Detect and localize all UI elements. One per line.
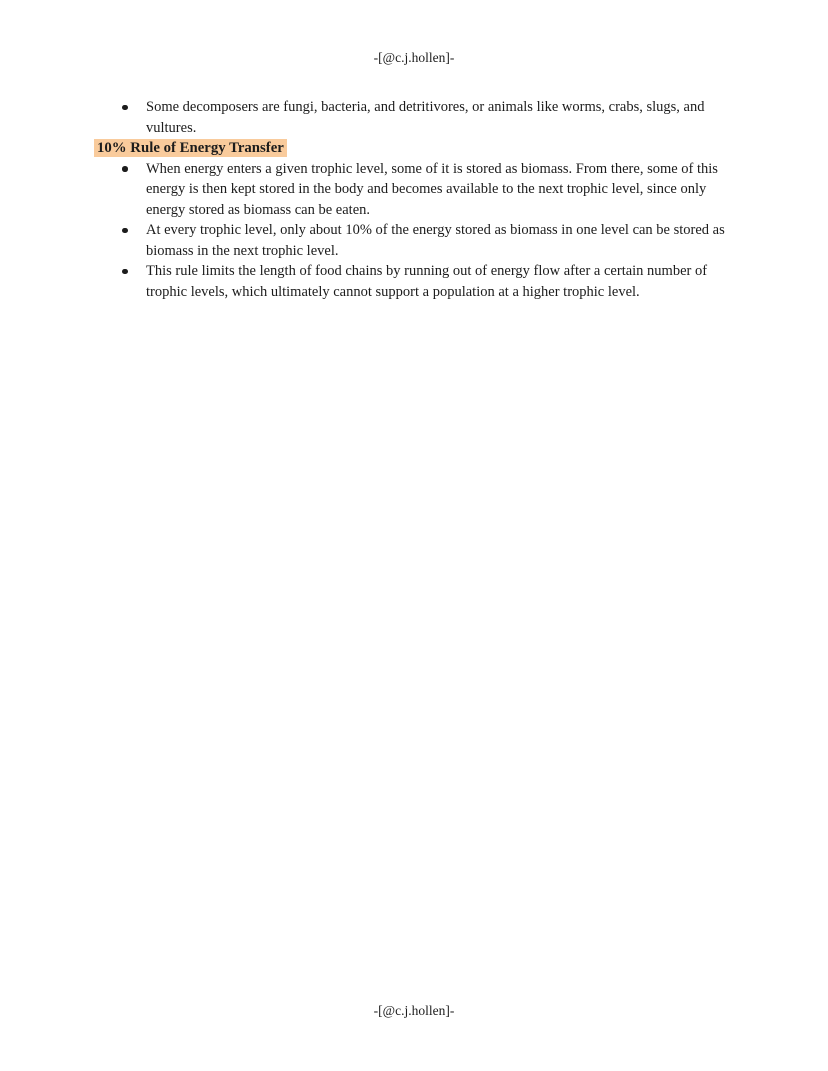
bullet-icon <box>122 105 128 111</box>
highlighted-heading-text: 10% Rule of Energy Transfer <box>94 139 287 157</box>
bullet-icon <box>122 228 128 234</box>
bullet-list-energy-rule <box>97 159 731 303</box>
page-header: -[@c.j.hollen]- <box>373 50 455 65</box>
bullet-icon <box>122 166 128 172</box>
bullet-icon <box>122 269 128 275</box>
list-item-text: When energy enters a given trophic level, some of it is stored as biomass. From there, some of this energy is then kept stored in the body and becomes available to the next trophic level, since only energy stored as biomass can be eaten. <box>146 160 718 218</box>
bullet-list-decomposers <box>97 97 731 138</box>
list-item <box>97 261 731 302</box>
section-heading <box>97 138 731 159</box>
list-item <box>97 220 731 261</box>
list-item <box>97 97 731 138</box>
page-footer: -[@c.j.hollen]- <box>373 1003 455 1018</box>
list-item-text: Some decomposers are fungi, bacteria, and detritivores, or animals like worms, crabs, slugs, and vultures. <box>146 99 705 136</box>
list-item-text: This rule limits the length of food chains by running out of energy flow after a certain number of trophic levels, which ultimately cannot support a population at a higher trophic level. <box>146 263 708 300</box>
list-item-text: At every trophic level, only about 10% of the energy stored as biomass in one level can be stored as biomass in the next trophic level. <box>146 222 725 259</box>
list-item <box>97 159 731 221</box>
document-body <box>97 97 731 302</box>
